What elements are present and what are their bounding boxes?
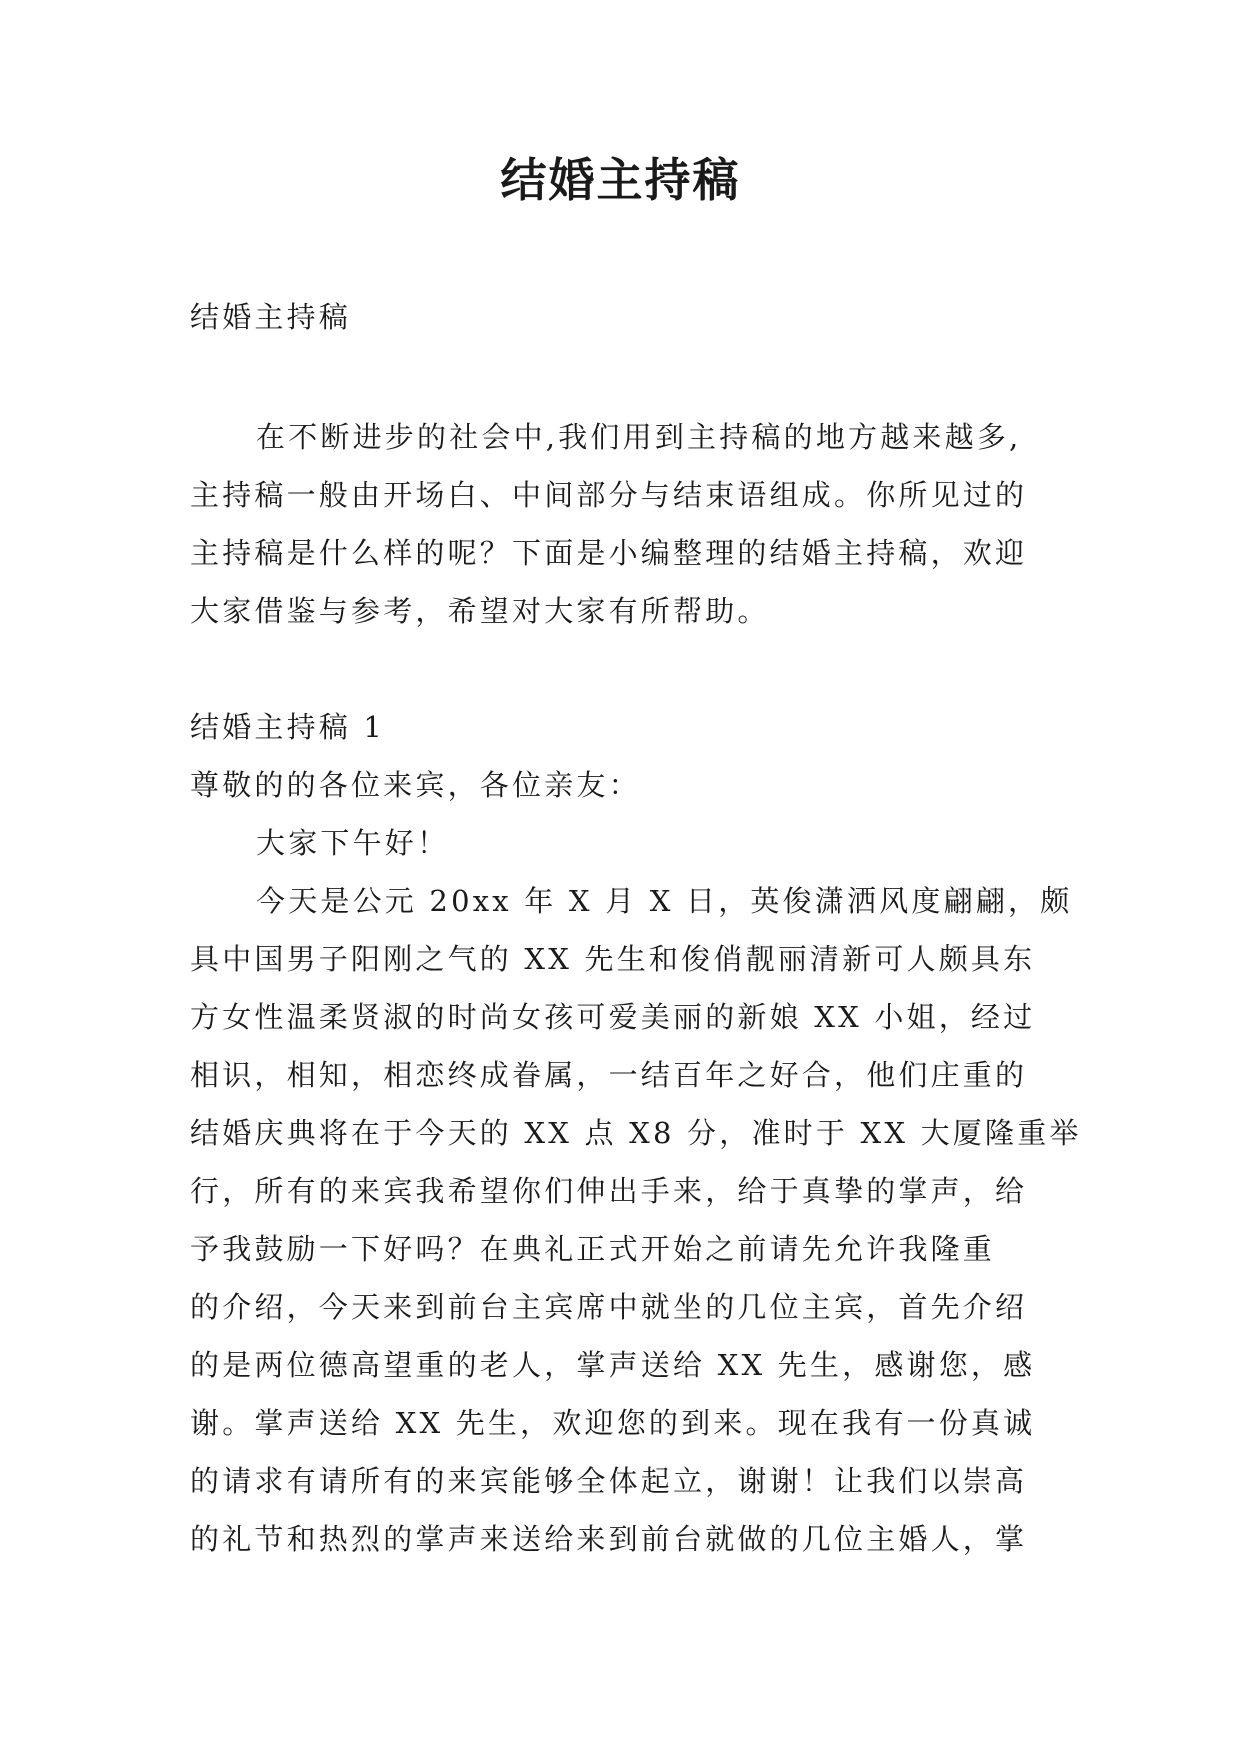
- page-title: 结婚主持稿: [500, 153, 741, 207]
- body-line: 行，所有的来宾我希望你们伸出手来，给于真挚的掌声，给: [190, 1174, 1028, 1208]
- document-subtitle: 结婚主持稿: [190, 300, 352, 334]
- intro-line: 在不断进步的社会中,我们用到主持稿的地方越来越多,: [256, 420, 1022, 454]
- body-line: 方女性温柔贤淑的时尚女孩可爱美丽的新娘 XX 小姐，经过: [190, 1000, 1036, 1034]
- section-heading: 结婚主持稿 1: [190, 710, 386, 744]
- intro-line: 主持稿一般由开场白、中间部分与结束语组成。你所见过的: [190, 478, 1028, 512]
- body-line: 的礼节和热烈的掌声来送给来到前台就做的几位主婚人，掌: [190, 1522, 1028, 1556]
- spacer: [190, 640, 1050, 698]
- body-line: 的请求有请所有的来宾能够全体起立，谢谢！让我们以崇高: [190, 1464, 1028, 1498]
- body-line: 予我鼓励一下好吗？在典礼正式开始之前请先允许我隆重: [190, 1232, 996, 1266]
- body-line: 今天是公元 20xx 年 X 月 X 日，英俊潇洒风度翩翩，颇: [256, 884, 1073, 918]
- body-line: 相识，相知，相恋终成眷属，一结百年之好合，他们庄重的: [190, 1058, 1028, 1092]
- spacer: [190, 346, 1050, 408]
- body-line: 的是两位德高望重的老人，掌声送给 XX 先生，感谢您，感: [190, 1348, 1036, 1382]
- document-body: [190, 288, 1082, 1568]
- hello-line: 大家下午好！: [256, 826, 450, 860]
- body-line: 的介绍，今天来到前台主宾席中就坐的几位主宾，首先介绍: [190, 1290, 1028, 1324]
- intro-line: 大家借鉴与参考，希望对大家有所帮助。: [190, 594, 770, 628]
- body-line: 结婚庆典将在于今天的 XX 点 X8 分，准时于 XX 大厦隆重举: [190, 1116, 1082, 1150]
- intro-line: 主持稿是什么样的呢？下面是小编整理的结婚主持稿，欢迎: [190, 536, 1028, 570]
- body-line: 谢。掌声送给 XX 先生，欢迎您的到来。现在我有一份真诚: [190, 1406, 1036, 1440]
- greeting-line: 尊敬的的各位来宾，各位亲友：: [190, 768, 641, 802]
- body-line: 具中国男子阳刚之气的 XX 先生和俊俏靓丽清新可人颇具东: [190, 942, 1036, 976]
